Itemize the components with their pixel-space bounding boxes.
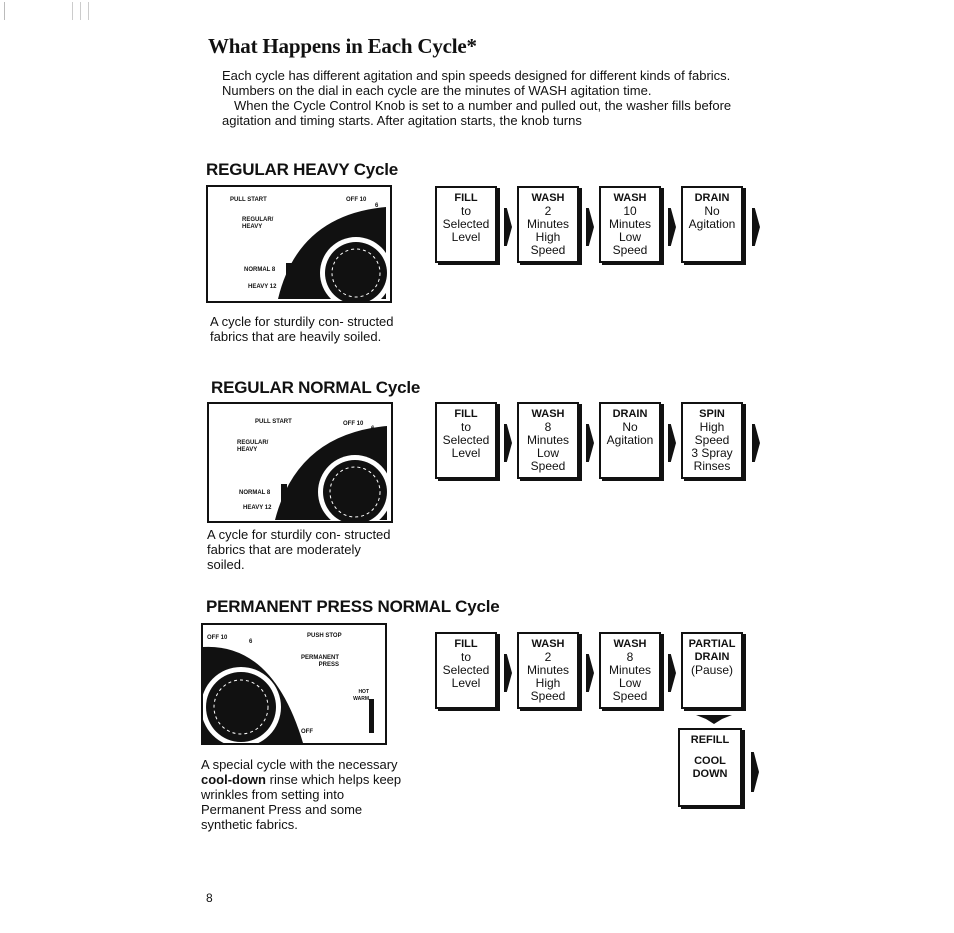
intro-paragraph-1: Each cycle has different agitation and spin speeds designed for different kinds of fabrics. Numbers on the dial in each cycle are the minutes of WASH agitation time. (222, 68, 731, 98)
permanent-press-step-partial-drain: PARTIAL DRAIN (Pause) (681, 632, 743, 709)
page-number: 8 (206, 891, 213, 905)
flow-arrow-icon (504, 424, 512, 462)
dial-permanent-press-label: PERMANENT PRESS (300, 655, 339, 668)
dial-push-stop-label: PUSH STOP (307, 633, 342, 639)
dial-heavy-12-label: HEAVY 12 (243, 505, 272, 511)
regular-normal-description: A cycle for sturdily con- structed fabrics that are moderately soiled. (207, 527, 391, 572)
regular-heavy-dial-illustration (206, 185, 392, 303)
regular-normal-step-fill: FILL to Selected Level (435, 402, 497, 479)
permanent-press-dial-illustration (201, 623, 387, 745)
permanent-press-step-wash-2: WASH 2 Minutes High Speed (517, 632, 579, 709)
intro-text (222, 68, 752, 128)
permanent-press-heading: PERMANENT PRESS NORMAL Cycle (206, 597, 500, 616)
regular-normal-step-spin: SPIN High Speed 3 Spray Rinses (681, 402, 743, 479)
flow-arrow-icon (752, 208, 760, 246)
permanent-press-step-wash-8: WASH 8 Minutes Low Speed (599, 632, 661, 709)
scan-mark (4, 2, 5, 20)
down-arrow-icon (694, 713, 734, 725)
regular-heavy-description: A cycle for sturdily con- structed fabrics that are heavily soiled. (210, 314, 394, 344)
flow-arrow-icon (668, 654, 676, 692)
permanent-press-step-refill: REFILL COOL DOWN (678, 728, 742, 807)
regular-heavy-step-fill: FILL to Selected Level (435, 186, 497, 263)
flow-arrow-icon (504, 208, 512, 246)
flow-arrow-icon (586, 424, 594, 462)
permanent-press-step-fill: FILL to Selected Level (435, 632, 497, 709)
dial-regular-heavy-label: REGULAR/ HEAVY (237, 440, 269, 453)
regular-heavy-step-drain: DRAIN No Agitation (681, 186, 743, 263)
scan-mark (88, 2, 89, 20)
page-title: What Happens in Each Cycle* (208, 34, 477, 58)
flow-arrow-icon (751, 752, 759, 792)
dial-6-label: 6 (375, 203, 379, 209)
dial-off-label: OFF (301, 729, 313, 735)
regular-heavy-heading: REGULAR HEAVY Cycle (206, 160, 399, 179)
dial-pull-start-label: PULL START (255, 419, 292, 425)
regular-normal-step-wash-8: WASH 8 Minutes Low Speed (517, 402, 579, 479)
dial-off-10-label: OFF 10 (207, 635, 228, 641)
regular-normal-dial-illustration (207, 402, 393, 523)
dial-normal-8-label: NORMAL 8 (239, 490, 271, 496)
dial-knob-icon (203, 625, 385, 743)
dial-regular-heavy-label: REGULAR/ HEAVY (242, 217, 274, 230)
spacer (680, 747, 740, 755)
intro-paragraph-2: When the Cycle Control Knob is set to a number and pulled out, the washer fills before agitation and timing starts. After agitation starts, the knob turns (222, 98, 732, 128)
dial-6-label: 6 (249, 639, 253, 645)
dial-knob-icon (208, 187, 390, 301)
dial-pull-start-label: PULL START (230, 197, 267, 203)
scan-mark (80, 2, 81, 20)
permanent-press-description: A special cycle with the necessary cool-down rinse which helps keep wrinkles from setting into Permanent Press and some synthetic fabrics. (201, 757, 402, 832)
dial-hot-warm-label: HOT WARM (353, 689, 369, 702)
dial-knob-icon (209, 404, 391, 521)
flow-arrow-icon (752, 424, 760, 462)
dial-normal-8-label: NORMAL 8 (244, 267, 276, 273)
regular-heavy-step-wash-10: WASH 10 Minutes Low Speed (599, 186, 661, 263)
dial-off-10-label: OFF 10 (346, 197, 367, 203)
regular-normal-heading: REGULAR NORMAL Cycle (211, 378, 421, 397)
flow-arrow-icon (668, 208, 676, 246)
dial-6-label: 6 (371, 426, 375, 432)
flow-arrow-icon (586, 654, 594, 692)
dial-off-10-label: OFF 10 (343, 421, 364, 427)
flow-arrow-icon (504, 654, 512, 692)
flow-arrow-icon (586, 208, 594, 246)
regular-normal-step-drain: DRAIN No Agitation (599, 402, 661, 479)
flow-arrow-icon (668, 424, 676, 462)
regular-heavy-step-wash-2: WASH 2 Minutes High Speed (517, 186, 579, 263)
scan-mark (72, 2, 73, 20)
dial-heavy-12-label: HEAVY 12 (248, 284, 277, 290)
